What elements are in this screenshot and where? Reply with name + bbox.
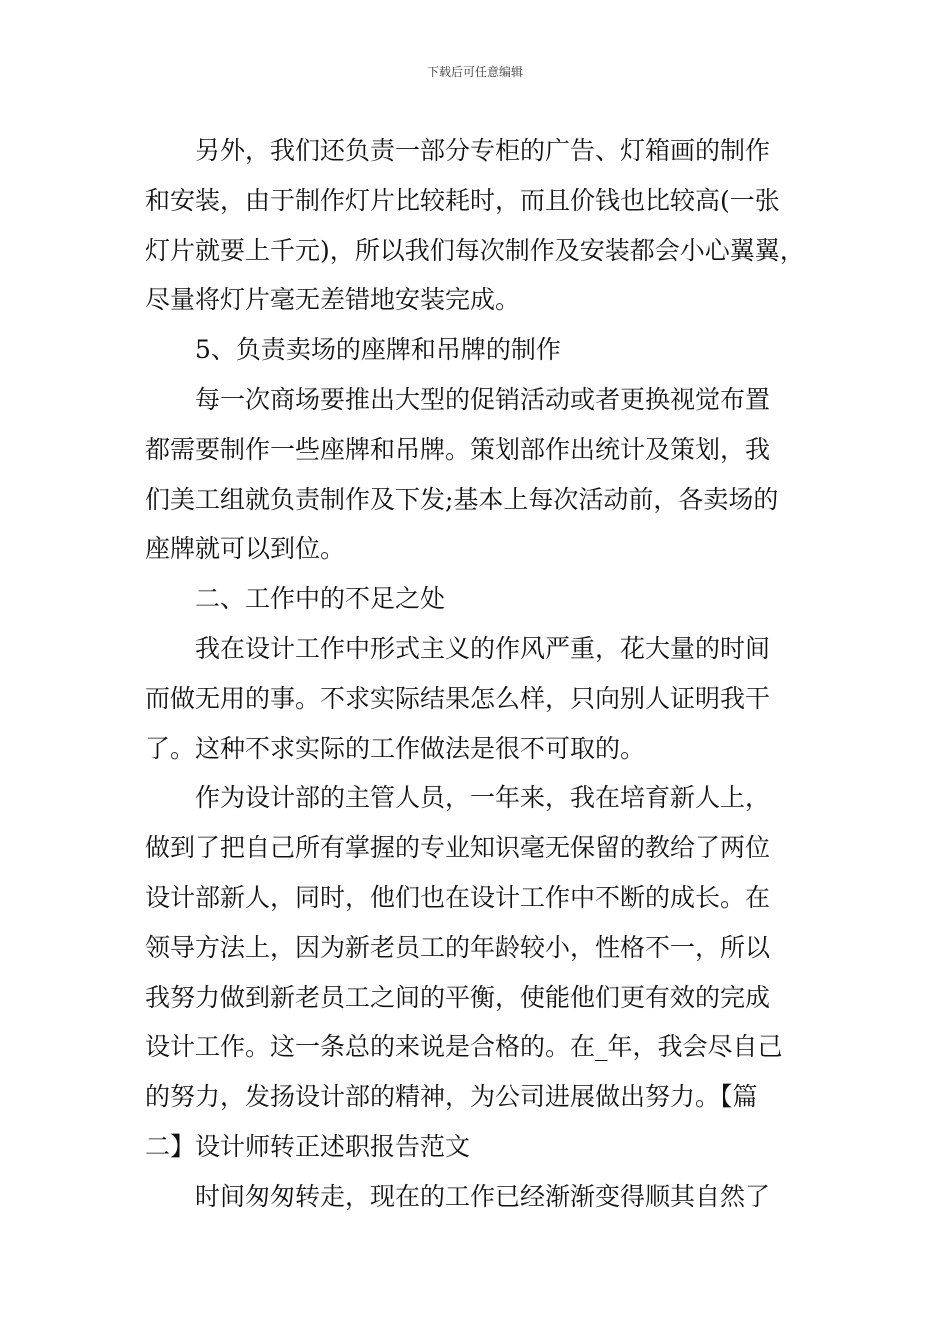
text-line: 作为设计部的主管人员，一年来，我在培育新人上， <box>195 783 771 813</box>
text-line: 了。这种不求实际的工作做法是很不可取的。 <box>145 733 646 763</box>
text-line: 另外，我们还负责一部分专柜的广告、灯箱画的制作 <box>195 136 771 165</box>
text-line: 都需要制作一些座牌和吊牌。策划部作出统计及策划，我 <box>145 434 771 464</box>
text-line: 的努力，发扬设计部的精神，为公司进展做出努力。【篇 <box>145 1082 758 1112</box>
text-line: 座牌就可以到位。 <box>145 534 346 564</box>
document-body <box>145 126 810 1222</box>
text-line: 5、负责卖场的座牌和吊牌的制作 <box>195 335 561 365</box>
text-line: 二】设计师转正述职报告范文 <box>145 1131 471 1161</box>
text-line: 我努力做到新老员工之间的平衡，使能他们更有效的完成 <box>145 982 771 1012</box>
text-line: 我在设计工作中形式主义的作风严重，花大量的时间 <box>195 633 771 663</box>
text-line: 领导方法上，因为新老员工的年龄较小，性格不一，所以 <box>145 932 771 962</box>
text-line: 灯片就要上千元)，所以我们每次制作及安装都会小心翼翼， <box>145 235 805 265</box>
text-line: 而做无用的事。不求实际结果怎么样，只向别人证明我干 <box>145 683 771 713</box>
text-line: 做到了把自己所有掌握的专业知识毫无保留的教给了两位 <box>145 833 771 863</box>
text-line: 二、工作中的不足之处 <box>195 584 446 614</box>
text-line: 尽量将灯片毫无差错地安装完成。 <box>145 285 521 315</box>
text-line: 每一次商场要推出大型的促销活动或者更换视觉布置 <box>195 384 771 414</box>
text-line: 设计工作。这一条总的来说是合格的。在_年，我会尽自己 <box>145 1032 783 1062</box>
text-line: 设计部新人，同时，他们也在设计工作中不断的成长。在 <box>145 882 771 912</box>
page-header: 下载后可任意编辑 <box>426 65 523 79</box>
text-line: 时间匆匆转走，现在的工作已经渐渐变得顺其自然了 <box>195 1181 771 1211</box>
text-line: 们美工组就负责制作及下发;基本上每次活动前，各卖场的 <box>145 484 779 514</box>
text-line: 和安装，由于制作灯片比较耗时，而且价钱也比较高(一张 <box>145 185 780 215</box>
